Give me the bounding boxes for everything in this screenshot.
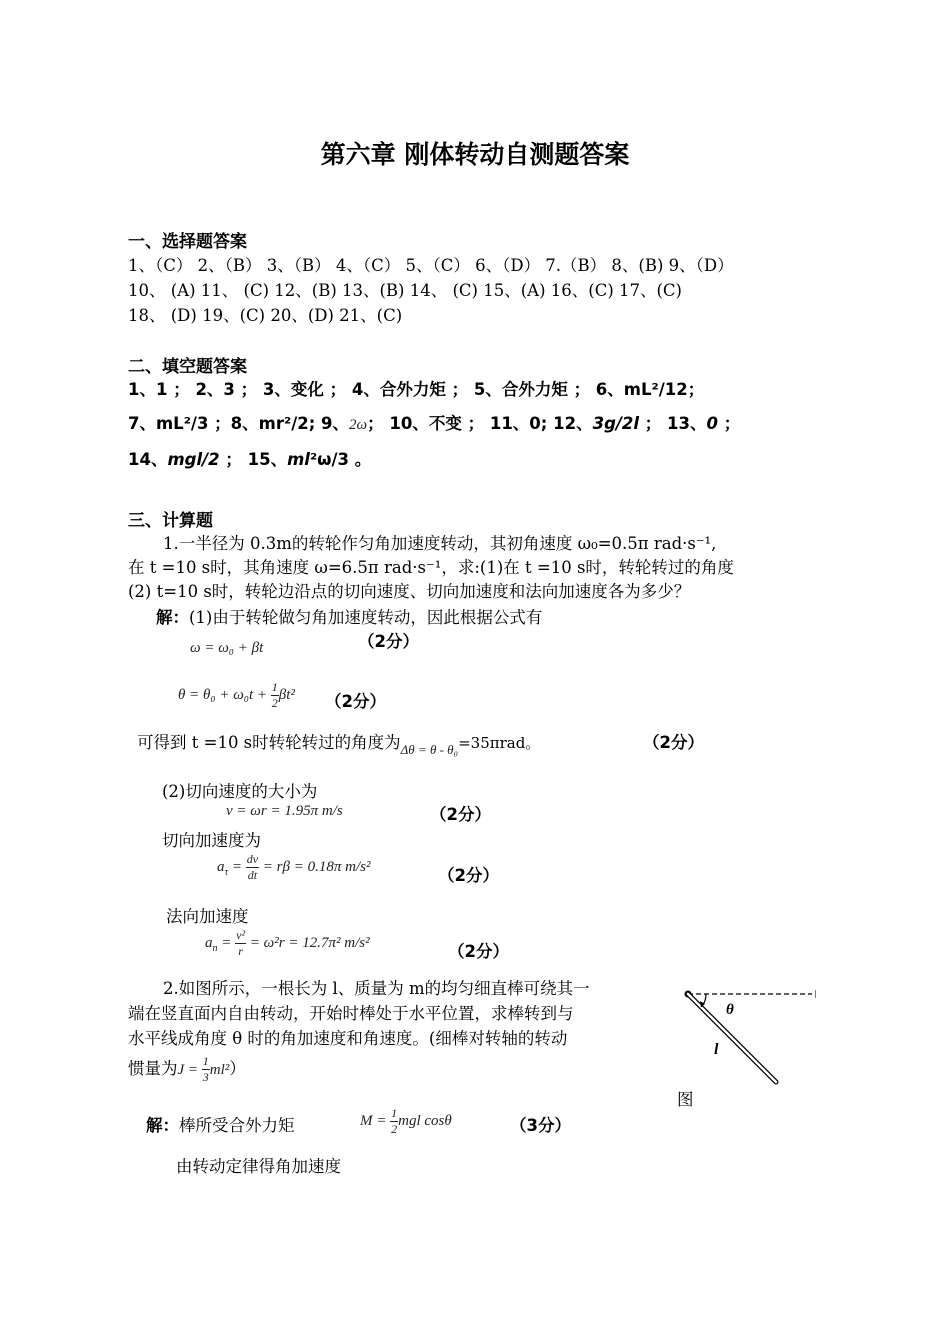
solution-text: (1)由于转轮做匀角加速度转动，因此根据公式有 xyxy=(189,608,543,627)
fraction xyxy=(202,1054,210,1085)
subscript: n xyxy=(212,942,218,954)
equation-velocity: v = ωr = 1.95π m/s xyxy=(226,803,343,819)
score-result: （2分） xyxy=(643,733,704,752)
figure-caption: 图 xyxy=(677,1090,694,1109)
fill-text: ； xyxy=(718,414,741,433)
denominator: 3 xyxy=(202,1070,209,1084)
eq-text: = xyxy=(228,858,246,875)
rod-figure xyxy=(676,982,816,1087)
subscript: τ xyxy=(224,866,229,878)
fill-answers-line-2 xyxy=(128,410,740,434)
solution-label: 解： xyxy=(156,608,189,627)
choice-answers-line-1: 1、（C） 2、（B） 3、（B） 4、（C） 5、（C） 6、（D） 7.（B） 8、(B) 9、（D） xyxy=(128,256,734,275)
eq-text: a xyxy=(217,858,225,875)
choice-answers-line-3: 18、 (D) 19、(C) 20、(D) 21、(C) xyxy=(128,306,403,325)
score-tangential: （2分） xyxy=(438,866,499,885)
eq-text: ml² xyxy=(209,1062,230,1078)
eq-text: = xyxy=(217,934,236,951)
problem-1-line-3: (2) t=10 s时，转轮边沿点的切向速度、切向加速度和法向加速度各为多少？ xyxy=(128,582,691,601)
equation-theta xyxy=(178,680,295,711)
text: ） xyxy=(229,1059,246,1078)
problem-1-line-1: 1.一半径为 0.3m的转轮作匀角加速度转动，其初角速度 ω₀=0.5π rad·s⁻¹, xyxy=(163,534,717,553)
result-text: 可得到 t =10 s时转轮转过的角度为 xyxy=(137,733,401,752)
numerator: 1 xyxy=(391,1106,398,1120)
eq-text: βt² xyxy=(278,686,295,703)
numerator: 1 xyxy=(271,680,278,694)
problem-2-line-3: 水平线成角度 θ 时的角加速度和角速度。(细棒对转轴的转动 xyxy=(128,1029,568,1048)
solution-label: 解： xyxy=(146,1116,179,1135)
result-angle xyxy=(137,729,541,757)
score-velocity: （2分） xyxy=(430,805,491,824)
section-heading-fill: 二、填空题答案 xyxy=(128,357,247,377)
denominator: dt xyxy=(247,868,258,882)
eq-text: = rβ = 0.18π m/s² xyxy=(259,858,371,875)
result-value: =35πrad。 xyxy=(458,734,541,752)
page-title: 第六章 刚体转动自测题答案 xyxy=(320,140,630,169)
fraction xyxy=(246,852,259,883)
denominator: 2 xyxy=(391,1122,398,1136)
fill-answers-line-3 xyxy=(128,446,371,470)
fill-math: 0 xyxy=(706,414,718,433)
problem-1-line-2: 在 t =10 s时，其角速度 ω=6.5π rad·s⁻¹，求:(1)在 t =10 s时，转轮转过的角度 xyxy=(128,558,734,577)
numerator: 1 xyxy=(202,1054,209,1068)
length-label: l xyxy=(714,1041,719,1058)
fill-text: ； 13、 xyxy=(639,414,707,433)
rotation-law-line: 由转动定律得角加速度 xyxy=(176,1157,341,1176)
eq-text: a xyxy=(205,934,213,951)
equation-torque xyxy=(360,1106,452,1137)
score-eq2: （2分） xyxy=(325,692,386,711)
fraction xyxy=(390,1106,398,1137)
eq-text: θ = θ₀ + ω₀t + xyxy=(178,686,271,703)
fill-math: mgl/2 xyxy=(167,450,220,469)
result-eq: Δθ = θ - θ₀ xyxy=(400,742,459,757)
score-eq1: （2分） xyxy=(358,632,419,651)
eq-text: J = xyxy=(177,1062,202,1078)
eq-text: M = xyxy=(360,1112,391,1129)
solution-1 xyxy=(156,604,542,628)
eq-text: = ω²r = 12.7π² m/s² xyxy=(246,934,370,951)
text: 惯量为 xyxy=(128,1059,178,1078)
section-heading-calc: 三、计算题 xyxy=(128,511,213,531)
denominator: r xyxy=(238,944,243,958)
problem-2-line-1: 2.如图所示，一根长为 l、质量为 m的均匀细直棒可绕其一 xyxy=(163,979,590,998)
problem-2-line-4 xyxy=(128,1054,246,1085)
score-torque: （3分） xyxy=(510,1116,571,1135)
part2-label: (2)切向速度的大小为 xyxy=(162,782,318,801)
fill-text: ； 10、不变 ； 11、0; 12、 xyxy=(367,414,593,433)
equation-normal xyxy=(205,928,370,959)
fill-text: ； 15、 xyxy=(219,450,288,469)
fill-answers-line-1: 1、1 ； 2、3 ； 3、变化 ； 4、合外力矩 ； 5、合外力矩 ； 6、mL²/12； xyxy=(128,380,705,399)
fill-math: ml xyxy=(287,450,310,469)
numerator: dv xyxy=(246,852,259,866)
fraction xyxy=(235,928,246,959)
equation-omega: ω = ω₀ + βt xyxy=(190,640,264,656)
fill-text: 14、 xyxy=(128,450,168,469)
fraction xyxy=(271,680,279,711)
eq-text: mgl cosθ xyxy=(398,1112,452,1129)
equation-tangential xyxy=(217,852,370,883)
fill-math: 2ω xyxy=(349,417,368,433)
numerator: v² xyxy=(236,928,246,942)
fill-math: 3g/2l xyxy=(592,414,640,433)
normal-label: 法向加速度 xyxy=(166,907,249,926)
solution-text: 棒所受合外力矩 xyxy=(179,1116,295,1135)
denominator: 2 xyxy=(271,696,278,710)
score-normal: （2分） xyxy=(448,942,509,961)
choice-answers-line-2: 10、 (A) 11、 (C) 12、(B) 13、(B) 14、 (C) 15、(A) 16、(C) 17、(C) xyxy=(128,281,682,300)
theta-label: θ xyxy=(726,1002,734,1018)
tangential-label: 切向加速度为 xyxy=(162,831,261,850)
problem-2-line-2: 端在竖直面内自由转动，开始时棒处于水平位置，求棒转到与 xyxy=(128,1004,574,1023)
fill-text: 7、mL²/3 ；8、mr²/2; 9、 xyxy=(128,414,350,433)
solution-2 xyxy=(146,1112,295,1136)
section-heading-choice: 一、选择题答案 xyxy=(128,232,247,252)
fill-text: ²ω/3 。 xyxy=(309,450,372,469)
